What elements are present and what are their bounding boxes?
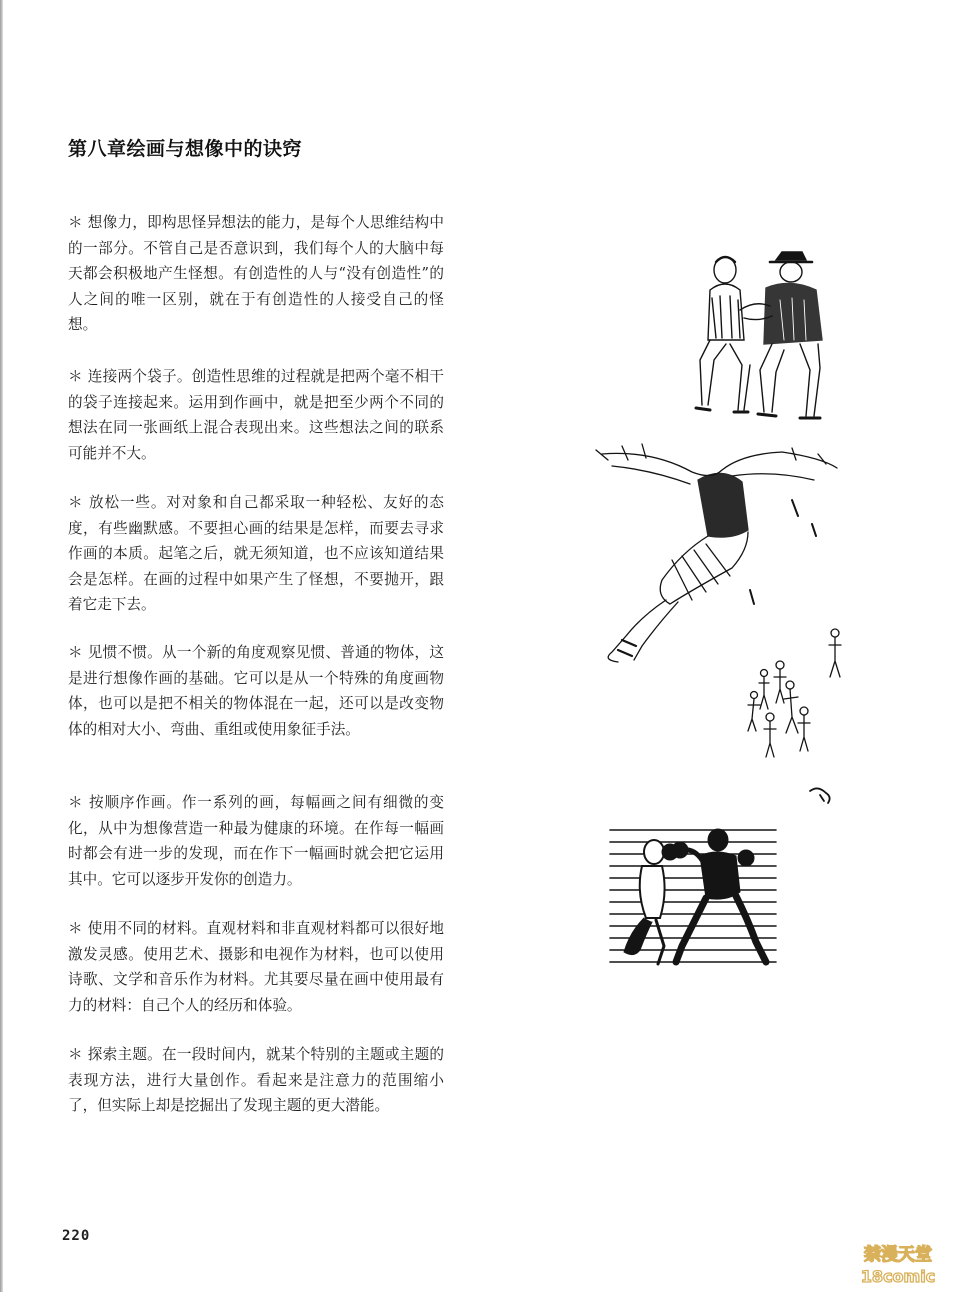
paragraph-sequence: ＊ 按顺序作画。作一系列的画，每幅画之间有细微的变化，从中为想像营造一种最为健康的环境。在作每一幅画时都会有进一步的发现，而在作下一幅画时就会把它运用其中。它可以逐步开发你的创造力。 [68, 794, 444, 888]
paragraph-imagination: ＊ 想像力，即构思怪异想法的能力，是每个人思维结构中的一部分。不管自己是否意识到，我们每个人的大脑中每天都会积极地产生怪想。有创造性的人与“没有创造性”的人之间的唯一区别，就在于有创造性的人接受自己的怪想。 [68, 214, 444, 333]
small-figures-sketch [740, 625, 850, 810]
paragraph-theme: ＊ 探索主题。在一段时间内，就某个特别的主题或主题的表现方法，进行大量创作。看起来是注意力的范围缩小了，但实际上却是挖掘出了发现主题的更大潜能。 [68, 1046, 444, 1114]
paragraph-familiar: ＊ 见惯不惯。从一个新的角度观察见惯、普通的物体，这是进行想像作画的基础。它可以是从一个特殊的角度画物体，也可以是把不相关的物体混在一起，还可以是改变物体的相对大小、弯曲、重组或使用象征手法。 [68, 644, 444, 738]
two-men-sketch [680, 240, 840, 425]
watermark-line2: 18comic [860, 1267, 936, 1286]
site-watermark-logo [842, 1240, 954, 1288]
page-number: 220 [62, 1228, 91, 1244]
paragraph-connect-bags: ＊ 连接两个袋子。创造性思维的过程就是把两个毫不相干的袋子连接起来。运用到作画中，就是把至少两个不同的想法在同一张画纸上混合表现出来。这些想法之间的联系可能并不大。 [68, 368, 444, 462]
watermark-line1: 禁漫天堂 [864, 1245, 932, 1265]
boxers-sketch [606, 822, 780, 970]
page-spine-shadow [0, 0, 3, 1292]
paragraph-relax: ＊ 放松一些。对对象和自己都采取一种轻松、友好的态度，有些幽默感。不要担心画的结果是怎样，而要去寻求作画的本质。起笔之后，就无须知道，也不应该知道结果会是怎样。在画的过程中如果产生了怪想，不要抛开，跟着它走下去。 [68, 494, 444, 613]
paragraph-materials: ＊ 使用不同的材料。直观材料和非直观材料都可以很好地激发灵感。使用艺术、摄影和电视作为材料，也可以使用诗歌、文学和音乐作为材料。尤其要尽量在画中使用最有力的材料：自己个人的经历和体验。 [68, 920, 444, 1014]
chapter-title: 第八章绘画与想像中的诀窍 [68, 138, 303, 160]
